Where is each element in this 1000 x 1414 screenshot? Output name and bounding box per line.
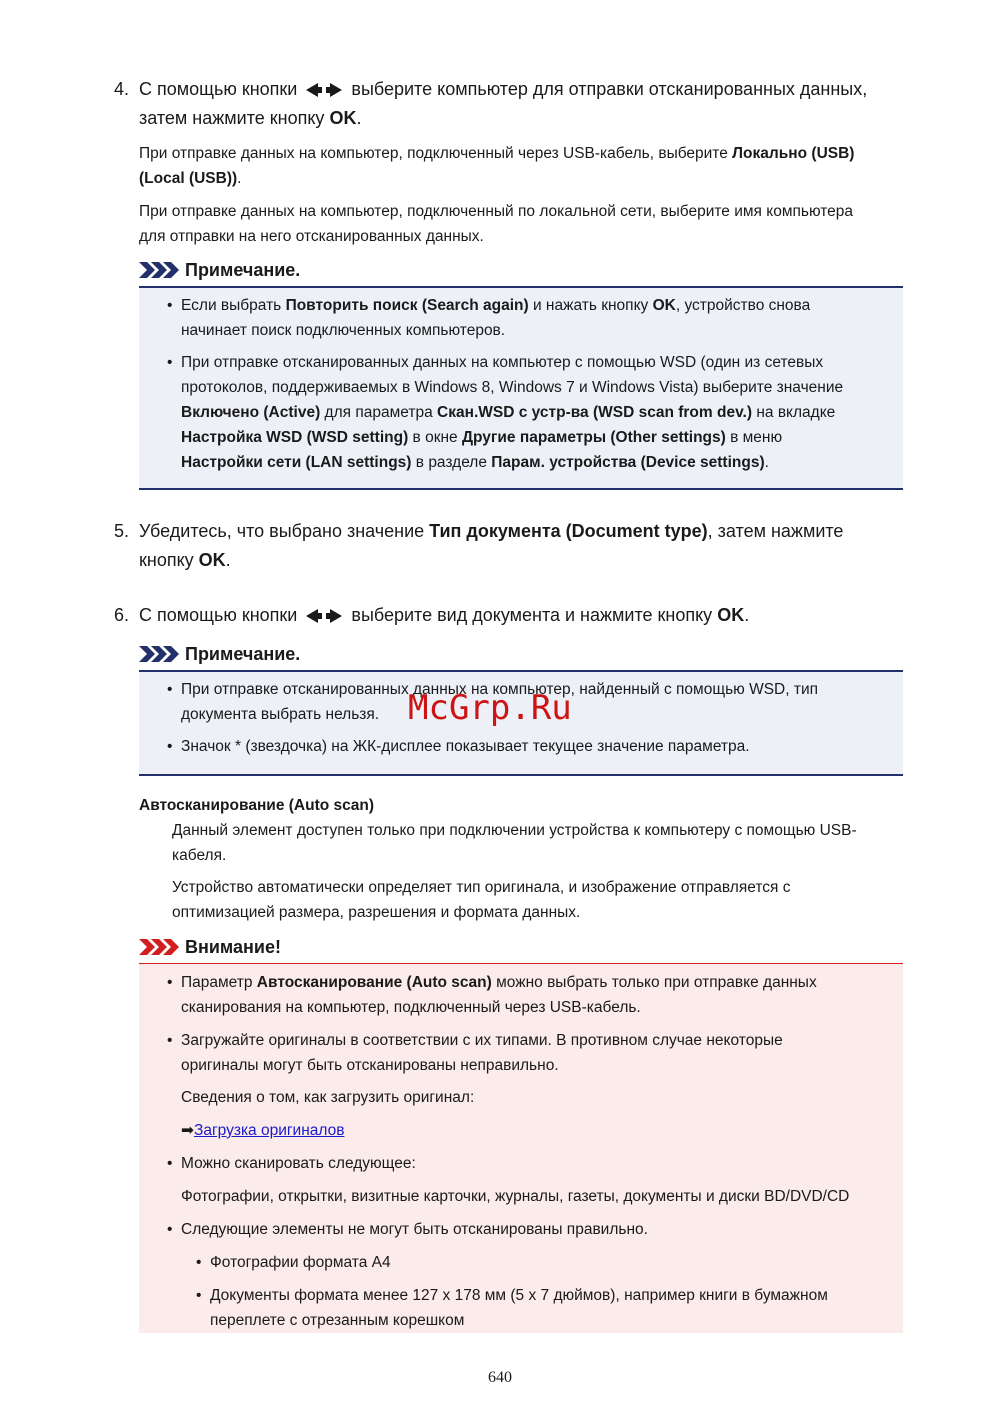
step-number: 5.: [114, 521, 130, 541]
link-row: [181, 1118, 881, 1143]
paragraph-lan: При отправке данных на компьютер, подключенный по локальной сети, выберите имя компьютера для отправки на него отсканированных данных.: [139, 203, 854, 245]
left-right-arrows-icon: [306, 83, 342, 97]
step-number: 4.: [114, 79, 130, 99]
load-originals-link[interactable]: Загрузка оригиналов: [194, 1122, 345, 1139]
warning-chevrons-icon: [139, 939, 179, 955]
autoscan-paragraph: Устройство автоматически определяет тип оригинала, и изображение отправляется с оптимизацией размера, разрешения и формата данных.: [172, 879, 791, 921]
watermark: McGrp.Ru: [408, 688, 572, 728]
warning-text: Фотографии, открытки, визитные карточки, журналы, газеты, документы и диски BD/DVD/CD: [181, 1188, 850, 1205]
page-number: 640: [488, 1369, 512, 1386]
step-text: Убедитесь, что выбрано значение Тип документа (Document type), затем нажмите кнопку OK.: [139, 521, 844, 570]
note-chevrons-icon: [139, 262, 179, 278]
autoscan-paragraph: Данный элемент доступен только при подключении устройства к компьютеру с помощью USB- кабеля.: [172, 822, 857, 864]
arrow-right-icon: ➡: [181, 1122, 194, 1139]
section-heading: Автосканирование (Auto scan): [139, 797, 375, 814]
paragraph-usb: При отправке данных на компьютер, подключенный через USB-кабель, выберите Локально (USB) (Local (USB)).: [139, 145, 855, 187]
warning-text: Сведения о том, как загрузить оригинал:: [181, 1089, 475, 1106]
step-number: 6.: [114, 605, 130, 625]
step-4: [0, 75, 1000, 135]
note-heading: Примечание.: [139, 642, 300, 666]
warning-heading: Внимание!: [139, 935, 281, 959]
step-5: [0, 517, 1000, 577]
left-right-arrows-icon: [306, 609, 342, 623]
note-chevrons-icon: [139, 646, 179, 662]
note-heading: Примечание.: [139, 258, 300, 282]
step-text: С помощью кнопки выберите компьютер для отправки отсканированных данных, затем нажмите кнопку OK.: [139, 79, 868, 128]
step-6: [0, 601, 1000, 631]
step-text: С помощью кнопки выберите вид документа и нажмите кнопку OK.: [139, 605, 750, 625]
